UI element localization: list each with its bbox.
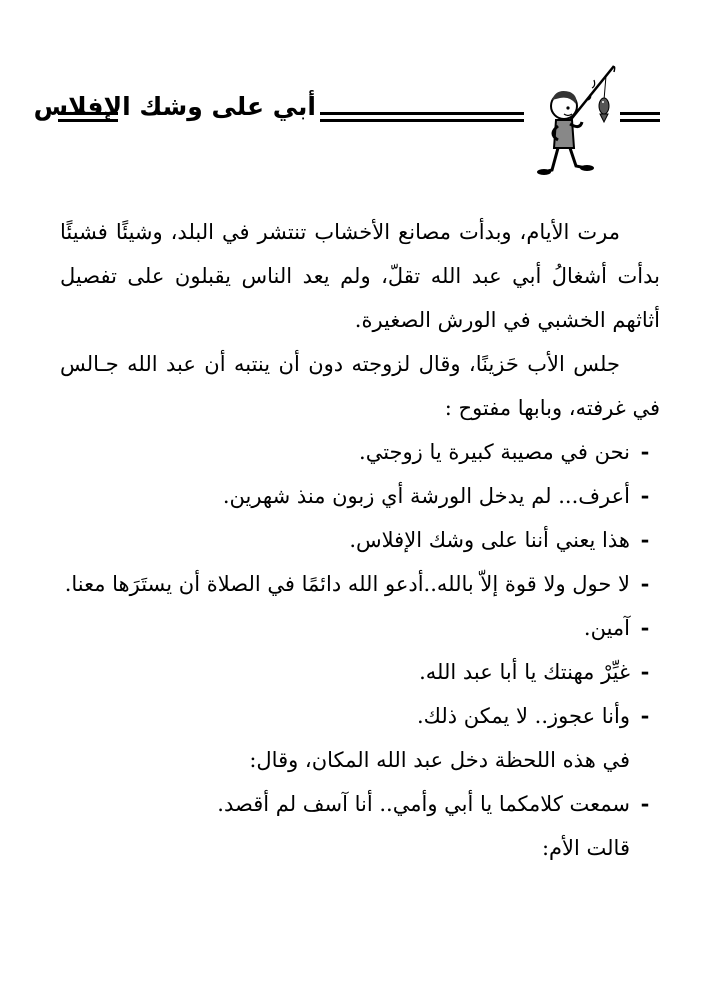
dialogue-line: -وأنا عجوز.. لا يمكن ذلك. — [416, 703, 650, 728]
closing-line: قالت الأم: — [541, 836, 630, 860]
dialogue-line: -هذا يعني أننا على وشك الإفلاس. — [349, 527, 650, 552]
dialogue-line: -غيِّرْ مهنتك يا أبا عبد الله. — [419, 659, 650, 684]
dialogue-line: -سمعت كلامكما يا أبي وأمي.. أنا آسف لم أقصد. — [217, 791, 650, 816]
dialogue-line: -أعرف... لم يدخل الورشة أي زبون منذ شهرين. — [222, 483, 650, 508]
chapter-header — [33, 60, 680, 180]
dialogue-line: -آمين. — [583, 615, 650, 640]
dialogue-line: -لا حول ولا قوة إلاّ بالله..أدعو الله دائمًا في الصلاة أن يستَرَها معنا. — [64, 571, 650, 596]
paragraph-2: جلس الأب حَزينًا، وقال لزوجته دون أن ينتبه أن عبد الله جـالس في غرفته، وبابها مفتوح : — [60, 352, 660, 420]
dialogue-line: -نحن في مصيبة كبيرة يا زوجتي. — [359, 439, 650, 464]
header-rule-right — [620, 112, 660, 122]
story-text — [60, 210, 660, 870]
paragraph-1: مرت الأيام، وبدأت مصانع الأخشاب تنتشر في البلد، وشيئًا فشيئًا بدأت أشغالُ أبي عبد الله تقلّ، ولم يعد الناس يقبلون على تفصيل أثاثهم الخشبي في الورش الصغيرة. — [60, 220, 660, 332]
boy-fishing-illustration — [526, 60, 618, 180]
narration-line: في هذه اللحظة دخل عبد الله المكان، وقال: — [249, 748, 630, 772]
header-rule-middle — [320, 112, 524, 122]
chapter-title: أبي على وشك الإفلاس — [33, 92, 316, 121]
